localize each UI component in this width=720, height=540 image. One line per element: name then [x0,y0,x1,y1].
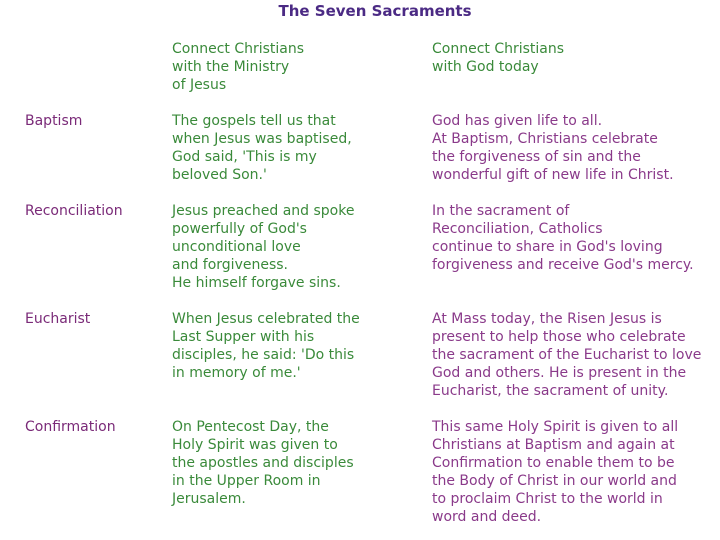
eucharist-today-text: At Mass today, the Risen Jesus is present to help those who celebrate the sacrament of the Eucharist to love God and others. He is present in the Eucharist, the sacrament of unity. [432,311,702,399]
baptism-today-text: God has given life to all. At Baptism, Christians celebrate the forgiveness of sin and the wonderful gift of new life in Christ. [432,113,674,183]
row-label-eucharist: Eucharist [25,311,91,327]
reconciliation-ministry-text: Jesus preached and spoke powerfully of God's unconditional love and forgiveness. He himself forgave sins. [172,203,355,291]
baptism-ministry-text: The gospels tell us that when Jesus was baptised, God said, 'This is my beloved Son.' [172,113,352,183]
column-header-ministry: Connect Christians with the Ministry of Jesus [172,41,305,93]
confirmation-today-text: This same Holy Spirit is given to all Christians at Baptism and again at Confirmation to enable them to be the Body of Christ in our world and to proclaim Christ to the world in word and deed. [432,419,679,525]
row-label-baptism: Baptism [25,113,83,129]
reconciliation-today-text: In the sacrament of Reconciliation, Catholics continue to share in God's loving forgiveness and receive God's mercy. [432,203,694,273]
row-label-reconciliation: Reconciliation [25,203,123,219]
confirmation-ministry-text: On Pentecost Day, the Holy Spirit was given to the apostles and disciples in the Upper Room in Jerusalem. [172,419,354,507]
column-header-today: Connect Christians with God today [432,41,565,75]
eucharist-ministry-text: When Jesus celebrated the Last Supper with his disciples, he said: 'Do this in memory of me.' [172,311,360,381]
page-title: The Seven Sacraments [278,2,472,20]
row-label-confirmation: Confirmation [25,419,116,435]
